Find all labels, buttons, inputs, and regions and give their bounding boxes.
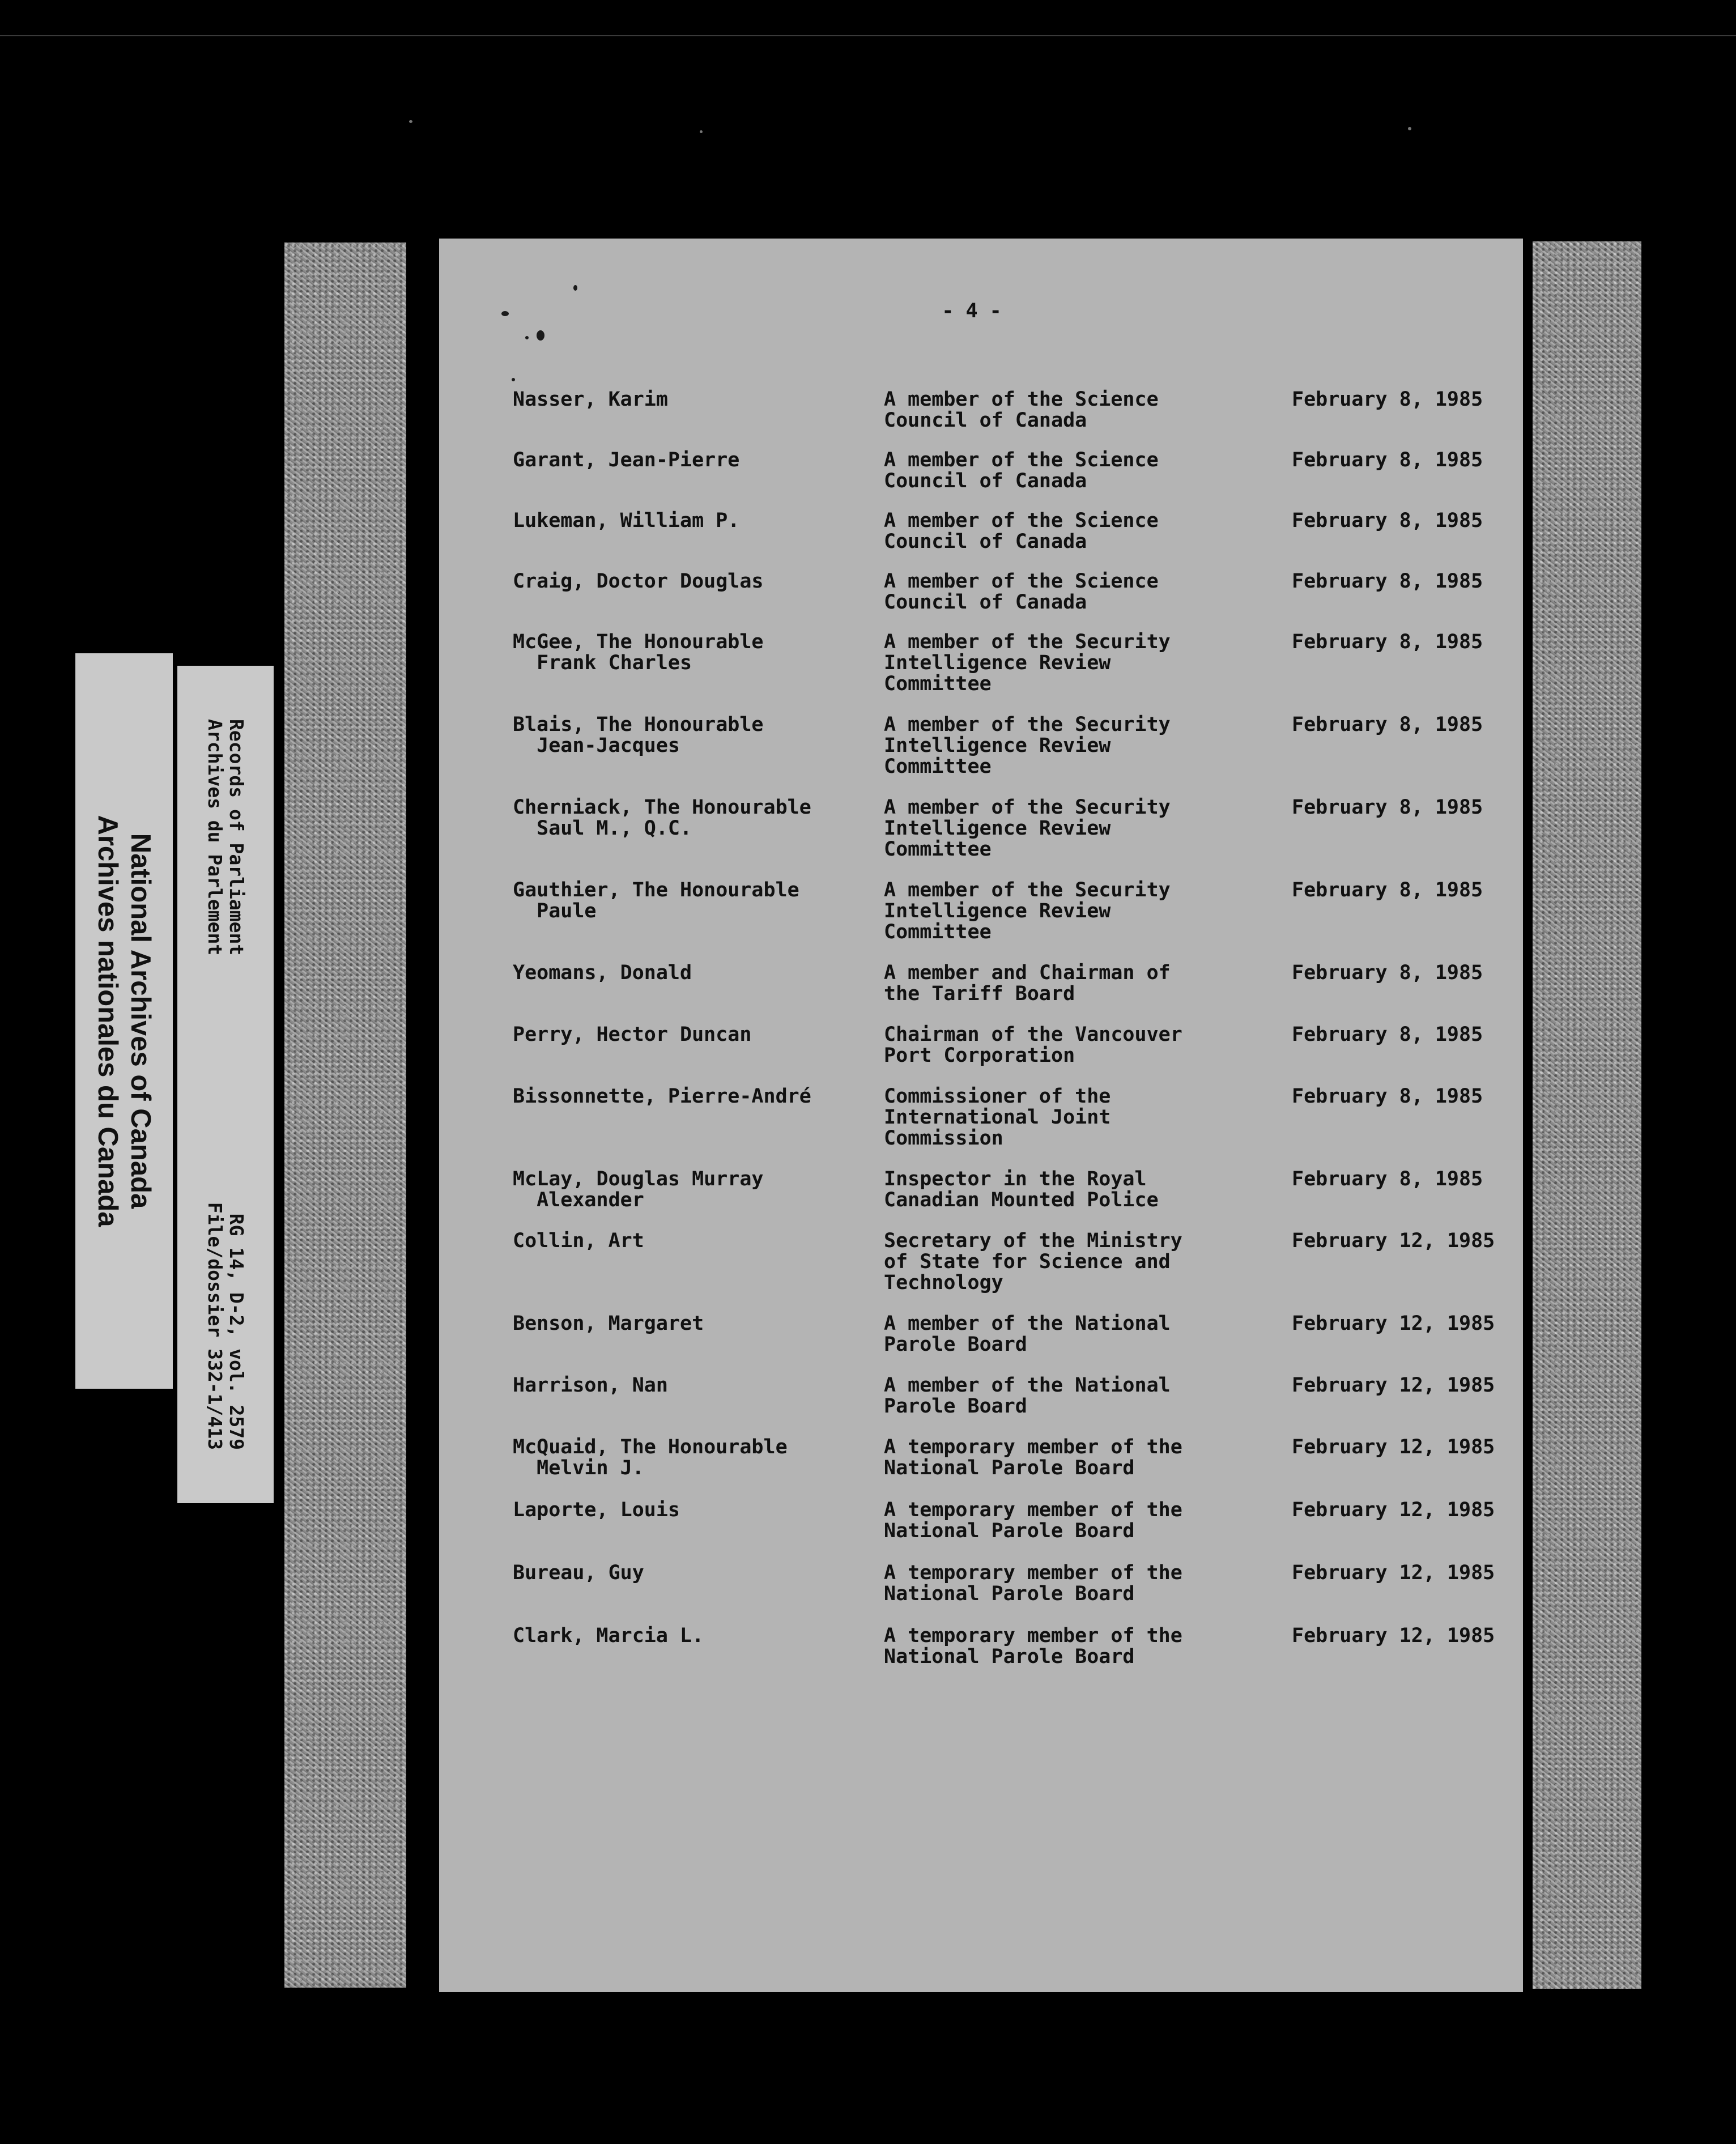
appointment-position: A member of the Security Intelligence Review Committee [884,796,1171,861]
appointment-date: February 8, 1985 [1292,1023,1483,1046]
list-item [513,1313,1510,1355]
appointment-date: February 8, 1985 [1292,962,1483,984]
appointment-date: February 8, 1985 [1292,796,1483,819]
ink-mark [501,311,509,316]
appointee-name: Nasser, Karim [513,388,668,411]
appointment-position: Inspector in the Royal Canadian Mounted Police [884,1168,1159,1211]
list-item [513,1437,1510,1479]
appointment-position: Chairman of the Vancouver Port Corporation [884,1023,1182,1067]
scan-speck [1408,127,1411,130]
appointment-position: A member of the Science Council of Canada [884,388,1159,432]
appointment-position: A member of the Science Council of Canada [884,570,1159,614]
page-number: - 4 - [942,300,1002,322]
appointment-position: A temporary member of the National Parole Board [884,1562,1182,1605]
archives-label-card [75,653,173,1389]
appointee-name: Craig, Doctor Douglas [513,570,764,593]
list-item [513,1231,1510,1294]
appointment-position: A member of the Security Intelligence Review Committee [884,631,1171,695]
records-reference-file: File/dossier 332-1/413 [204,1202,226,1450]
appointment-date: February 12, 1985 [1292,1562,1495,1584]
appointment-position: Secretary of the Ministry of State for Science and Technology [884,1230,1182,1294]
list-item [513,571,1510,613]
appointment-position: A member of the Security Intelligence Review Committee [884,879,1171,943]
appointment-position: A member of the National Parole Board [884,1374,1171,1418]
scan-speck [409,120,412,123]
appointment-date: February 12, 1985 [1292,1624,1495,1647]
appointee-name: Garant, Jean-Pierre [513,449,740,471]
appointment-position: A member of the Security Intelligence Review Committee [884,713,1171,778]
appointee-name: Laporte, Louis [513,1499,680,1521]
appointment-position: A temporary member of the National Parole Board [884,1499,1182,1542]
list-item [513,963,1510,1005]
appointment-position: A member of the Science Council of Canada [884,449,1159,492]
list-item [513,1169,1510,1211]
appointment-date: February 8, 1985 [1292,449,1483,471]
ink-mark [573,285,577,291]
appointment-date: February 12, 1985 [1292,1499,1495,1521]
scan-margin-left [284,243,406,1988]
appointment-date: February 12, 1985 [1292,1312,1495,1335]
appointee-name: Collin, Art [513,1230,644,1252]
records-reference-volume: RG 14, D-2, vol. 2579 [225,1213,248,1450]
records-collection-english: Records of Parliament [225,719,248,956]
appointee-name: McQuaid, The Honourable Melvin J. [513,1436,788,1479]
appointment-date: February 8, 1985 [1292,631,1483,653]
archives-label-french: Archives nationales du Canada [92,815,123,1227]
appointment-position: A member of the National Parole Board [884,1312,1171,1356]
appointment-position: A member and Chairman of the Tariff Board [884,962,1171,1005]
list-item [513,1086,1510,1149]
appointment-position: A temporary member of the National Parole Board [884,1436,1182,1479]
appointee-name: Cherniack, The Honourable Saul M., Q.C. [513,796,811,840]
appointee-name: Lukeman, William P. [513,509,740,532]
appointee-name: Gauthier, The Honourable Paule [513,879,799,922]
appointment-date: February 8, 1985 [1292,509,1483,532]
list-item [513,389,1510,431]
appointment-date: February 8, 1985 [1292,879,1483,901]
appointee-name: McLay, Douglas Murray Alexander [513,1168,764,1211]
records-collection-french: Archives du Parlement [204,719,226,956]
list-item [513,880,1510,943]
appointment-date: February 12, 1985 [1292,1230,1495,1252]
appointment-position: A member of the Science Council of Canada [884,509,1159,553]
appointment-date: February 8, 1985 [1292,388,1483,411]
appointment-position: A temporary member of the National Parole Board [884,1624,1182,1668]
list-item [513,1024,1510,1066]
document-page [439,239,1523,1992]
records-label-text [204,719,247,1450]
scan-border-line [0,35,1736,36]
appointee-name: McGee, The Honourable Frank Charles [513,631,764,674]
appointment-position: Commissioner of the International Joint Commission [884,1085,1111,1150]
archives-label-text [91,815,157,1227]
records-label-card [177,666,274,1503]
appointee-name: Bissonnette, Pierre-André [513,1085,811,1108]
scan-margin-right [1533,241,1641,1989]
archives-label-english: National Archives of Canada [125,833,156,1209]
list-item [513,797,1510,860]
list-item [513,1375,1510,1417]
list-item [513,511,1510,552]
appointment-date: February 12, 1985 [1292,1374,1495,1397]
list-item [513,1626,1510,1667]
appointment-date: February 12, 1985 [1292,1436,1495,1458]
appointment-date: February 8, 1985 [1292,570,1483,593]
records-label-row-1 [225,719,247,1450]
appointee-name: Blais, The Honourable Jean-Jacques [513,713,764,757]
list-item [513,1500,1510,1542]
appointee-name: Benson, Margaret [513,1312,704,1335]
list-item [513,1563,1510,1605]
appointment-date: February 8, 1985 [1292,1168,1483,1190]
ink-mark [537,330,544,341]
records-label-row-2 [204,719,225,1450]
list-item [513,714,1510,777]
appointee-name: Harrison, Nan [513,1374,668,1397]
ink-mark [512,378,515,381]
appointments-list [513,389,1510,1667]
appointment-date: February 8, 1985 [1292,1085,1483,1108]
appointment-date: February 8, 1985 [1292,713,1483,736]
appointee-name: Yeomans, Donald [513,962,692,984]
list-item [513,632,1510,695]
appointee-name: Perry, Hector Duncan [513,1023,752,1046]
list-item [513,450,1510,492]
appointee-name: Clark, Marcia L. [513,1624,704,1647]
ink-mark [525,336,529,339]
scan-speck [700,130,703,133]
appointee-name: Bureau, Guy [513,1562,644,1584]
